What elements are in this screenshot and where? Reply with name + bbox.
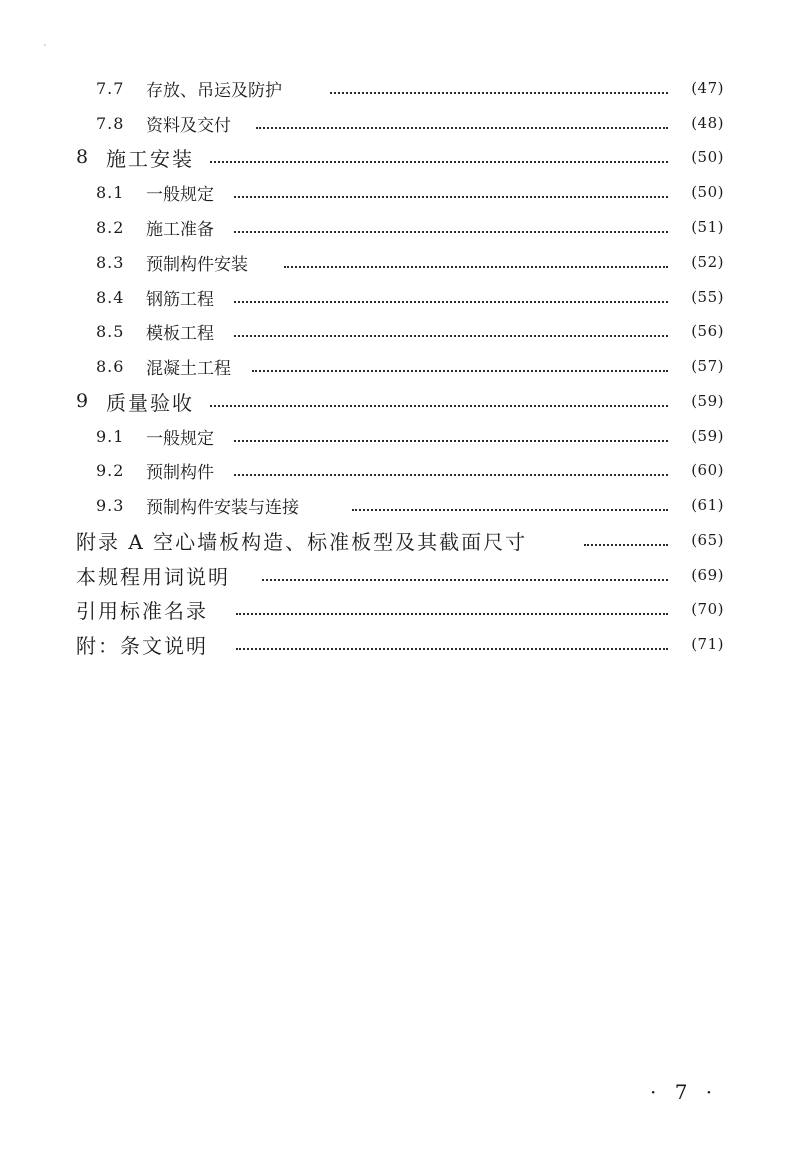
toc-chapter-title: 施工安装 (106, 146, 194, 171)
toc-appendix[interactable] (0, 523, 790, 557)
toc-entry-title: 钢筋工程 (146, 289, 214, 310)
toc-appendix-title: 附录 A 空心墙板构造、标准板型及其截面尺寸 (76, 529, 528, 554)
margin-speck (44, 44, 46, 46)
toc-chapter-page: (50) (691, 148, 724, 166)
toc-entry-page: (47) (691, 79, 724, 97)
toc-appendix-page: (65) (691, 531, 724, 549)
toc-chapter[interactable] (0, 384, 790, 418)
toc-entry-number: 9.2 (96, 460, 125, 480)
toc-entry[interactable] (0, 280, 790, 314)
toc-back-matter-page: (71) (691, 635, 724, 653)
toc-back-matter-page: (70) (691, 600, 724, 618)
toc-entry-number: 8.2 (96, 217, 125, 237)
toc-entry-number: 9.3 (96, 495, 125, 515)
toc-entry-title: 一般规定 (146, 428, 214, 449)
dot-leader (262, 577, 668, 581)
toc-back-matter-title: 附：条文说明 (76, 633, 208, 658)
toc-entry-title: 资料及交付 (146, 115, 231, 136)
dot-leader (256, 125, 668, 129)
dot-leader (234, 438, 668, 442)
dot-leader (330, 90, 668, 94)
toc-back-matter-title: 引用标准名录 (76, 598, 208, 623)
toc-entry-page: (55) (691, 288, 724, 306)
toc-entry-title: 存放、吊运及防护 (146, 80, 282, 101)
toc-entry-page: (61) (691, 496, 724, 514)
toc-chapter-title: 质量验收 (106, 390, 194, 415)
toc-entry-number: 8.1 (96, 182, 125, 202)
toc-entry-number: 8.6 (96, 356, 125, 376)
dot-leader (234, 299, 668, 303)
toc-entry-page: (50) (691, 183, 724, 201)
toc-entry[interactable] (0, 71, 790, 105)
toc-entry-number: 8.3 (96, 252, 125, 272)
toc-back-matter[interactable] (0, 627, 790, 661)
toc-entry[interactable] (0, 349, 790, 383)
toc-entry[interactable] (0, 245, 790, 279)
dot-leader (284, 264, 668, 268)
toc-entry[interactable] (0, 488, 790, 522)
toc-entry-title: 一般规定 (146, 184, 214, 205)
toc-chapter-page: (59) (691, 392, 724, 410)
toc-entry-page: (48) (691, 114, 724, 132)
toc-entry-title: 施工准备 (146, 219, 214, 240)
toc-entry-number: 8.5 (96, 321, 125, 341)
toc-back-matter-page: (69) (691, 566, 724, 584)
dot-leader (210, 159, 668, 163)
dot-leader (236, 646, 668, 650)
toc-entry-title: 预制构件安装与连接 (146, 497, 299, 518)
toc-entry-page: (52) (691, 253, 724, 271)
toc-entry-title: 预制构件 (146, 462, 214, 483)
toc-entry[interactable] (0, 314, 790, 348)
toc-chapter-number: 8 (76, 146, 89, 168)
toc-entry[interactable] (0, 419, 790, 453)
toc-entry[interactable] (0, 175, 790, 209)
toc-entry-number: 7.8 (96, 113, 125, 133)
dot-leader (236, 611, 668, 615)
toc-entry-number: 9.1 (96, 426, 125, 446)
toc-entry-number: 8.4 (96, 287, 125, 307)
toc-entry-page: (51) (691, 218, 724, 236)
toc-entry-title: 模板工程 (146, 323, 214, 344)
toc-chapter-number: 9 (76, 390, 89, 412)
toc-entry-page: (57) (691, 357, 724, 375)
dot-leader (234, 229, 668, 233)
toc-entry-title: 混凝土工程 (146, 358, 231, 379)
toc-entry-page: (56) (691, 322, 724, 340)
toc-entry-number: 7.7 (96, 78, 125, 98)
toc-back-matter[interactable] (0, 592, 790, 626)
toc-entry-title: 预制构件安装 (146, 254, 248, 275)
toc-back-matter[interactable] (0, 558, 790, 592)
dot-leader (252, 368, 668, 372)
toc-entry-page: (59) (691, 427, 724, 445)
page-number: · 7 · (650, 1080, 719, 1104)
dot-leader (234, 194, 668, 198)
toc-chapter[interactable] (0, 140, 790, 174)
dot-leader (210, 403, 668, 407)
dot-leader (352, 507, 668, 511)
toc-entry[interactable] (0, 210, 790, 244)
toc-entry[interactable] (0, 453, 790, 487)
dot-leader (234, 472, 668, 476)
toc-entry[interactable] (0, 106, 790, 140)
toc-entry-page: (60) (691, 461, 724, 479)
dot-leader (234, 333, 668, 337)
toc-back-matter-title: 本规程用词说明 (76, 564, 230, 589)
dot-leader (584, 542, 668, 546)
